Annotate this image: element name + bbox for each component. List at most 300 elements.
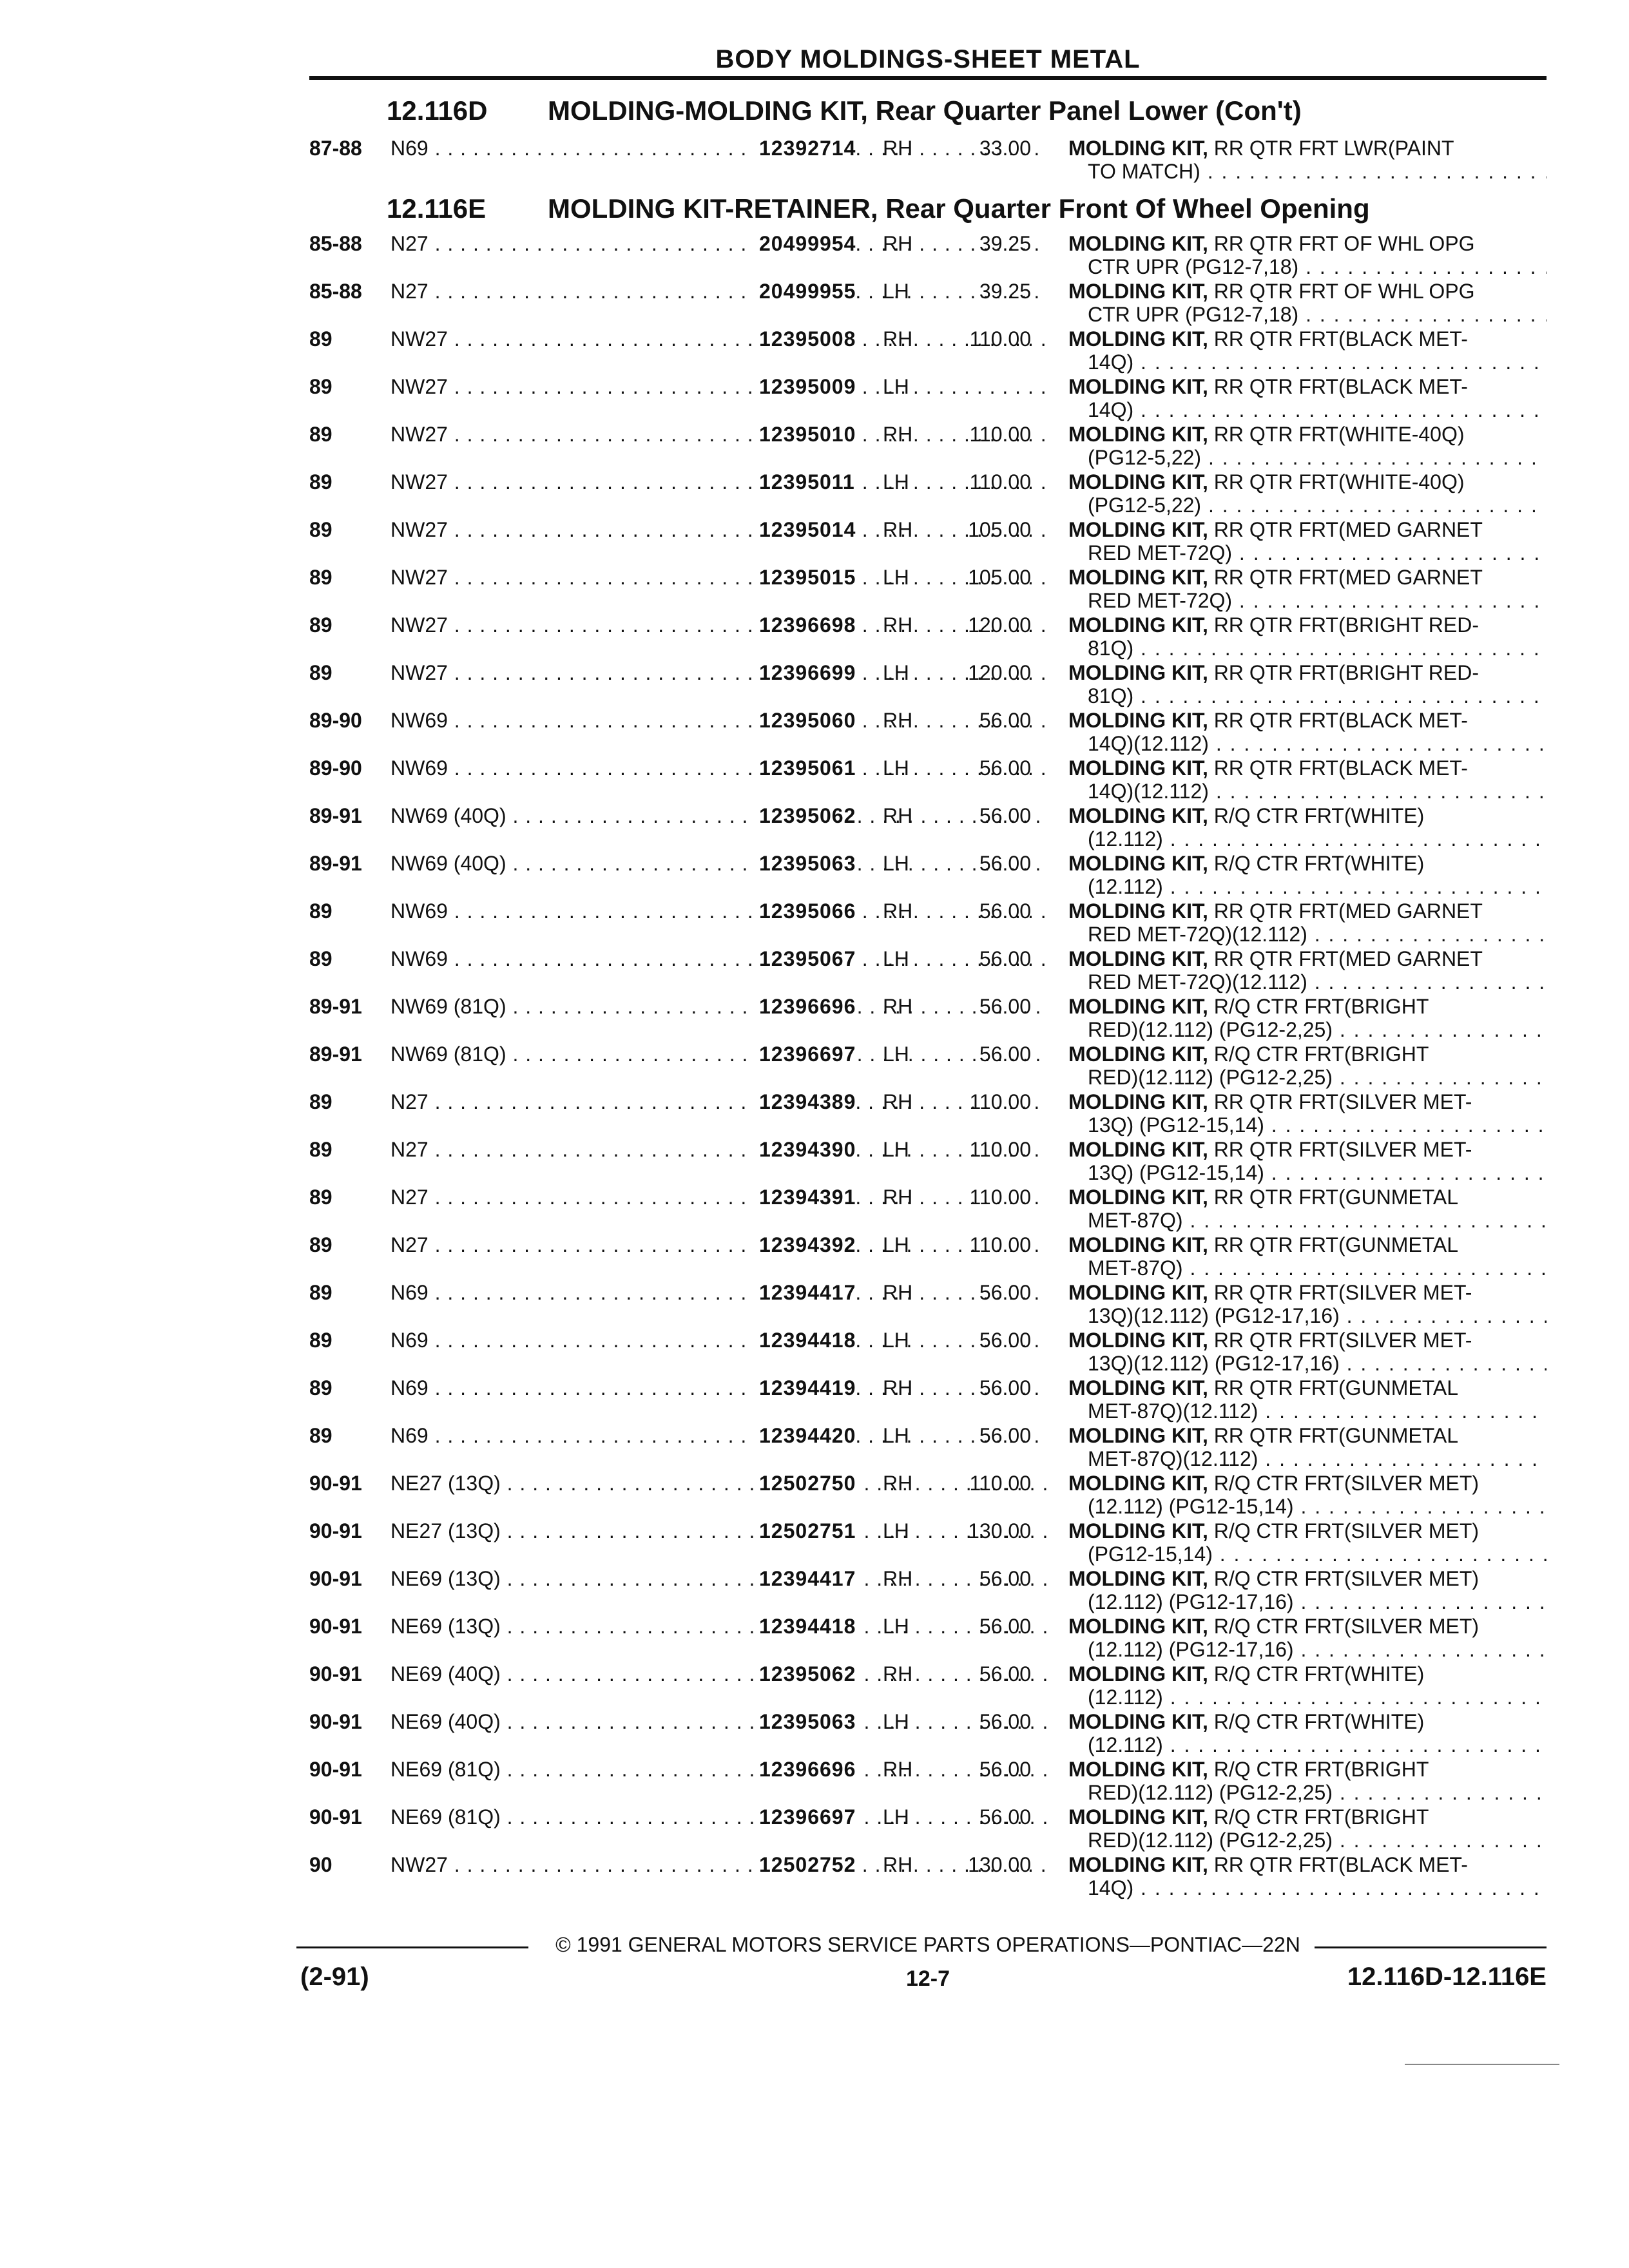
part-description	[1068, 470, 1547, 517]
part-row	[309, 1186, 1547, 1233]
model-code: NW27 . . .	[390, 661, 1048, 684]
description-line-1	[1068, 1472, 1547, 1495]
list-price: 110.00	[969, 1138, 1031, 1161]
section-title: MOLDING KIT-RETAINER, Rear Quarter Front Of Wheel Opening	[548, 193, 1370, 224]
description-line-2: 13Q) (PG12-15,14) . . .	[1068, 1113, 1547, 1137]
description-line-1	[1068, 947, 1547, 970]
side-indicator: LH	[883, 1138, 909, 1161]
model-years: 89	[309, 375, 333, 398]
part-description	[1068, 1043, 1547, 1089]
description-line-1	[1068, 804, 1547, 827]
description-line-1	[1068, 232, 1547, 255]
part-description	[1068, 1662, 1547, 1709]
part-number: 12392714	[755, 137, 856, 160]
side-indicator: RH	[883, 232, 913, 255]
description-keyword: MOLDING KIT,	[1068, 804, 1208, 827]
model-years: 90	[309, 1853, 333, 1876]
part-description	[1068, 1329, 1547, 1375]
part-row	[309, 709, 1547, 756]
part-description	[1068, 1090, 1547, 1137]
part-description	[1068, 947, 1547, 994]
part-description	[1068, 804, 1547, 850]
part-number: 12396696	[755, 1758, 856, 1781]
model-years: 89	[309, 566, 333, 589]
description-text: RR QTR FRT(BLACK MET-	[1208, 756, 1468, 780]
description-line-1	[1068, 1853, 1547, 1876]
part-row	[309, 1662, 1547, 1710]
part-row	[309, 1805, 1547, 1853]
part-description	[1068, 1424, 1547, 1470]
part-row	[309, 327, 1547, 375]
description-text: R/Q CTR FRT(WHITE)	[1208, 1710, 1425, 1733]
description-keyword: MOLDING KIT,	[1068, 709, 1208, 732]
model-code: N69 . . .	[390, 1424, 1048, 1447]
description-keyword: MOLDING KIT,	[1068, 1710, 1208, 1733]
side-indicator: LH	[883, 1233, 909, 1256]
description-line-2: (PG12-5,22) . . .	[1068, 446, 1547, 469]
description-text: RR QTR FRT(GUNMETAL	[1208, 1376, 1459, 1399]
description-text: RR QTR FRT(BRIGHT RED-	[1208, 613, 1480, 637]
part-number: 12395062	[755, 804, 856, 827]
part-description	[1068, 1376, 1547, 1423]
part-row	[309, 566, 1547, 613]
side-indicator: LH	[883, 947, 909, 970]
model-years: 85-88	[309, 232, 362, 255]
part-number: 20499955	[755, 280, 856, 303]
model-code: N27 . . .	[390, 1138, 1048, 1161]
description-keyword: MOLDING KIT,	[1068, 1567, 1208, 1590]
list-price: 39.25	[979, 280, 1031, 303]
model-code: N27 . . .	[390, 1233, 1048, 1256]
part-description	[1068, 375, 1547, 421]
description-text: RR QTR FRT(SILVER MET-	[1208, 1281, 1472, 1304]
model-years: 90-91	[309, 1472, 362, 1495]
footer-divider-left	[296, 1946, 528, 1948]
side-indicator: LH	[883, 1615, 909, 1638]
part-row	[309, 1329, 1547, 1376]
model-code: NE69 (13Q) . . .	[390, 1567, 1048, 1590]
part-number: 12502750	[755, 1472, 856, 1495]
part-number: 12395063	[755, 852, 856, 875]
side-indicator: RH	[883, 1567, 913, 1590]
description-line-1	[1068, 1329, 1547, 1352]
description-line-1	[1068, 1662, 1547, 1686]
description-line-1	[1068, 995, 1547, 1018]
model-years: 90-91	[309, 1710, 362, 1733]
description-keyword: MOLDING KIT,	[1068, 852, 1208, 875]
side-indicator: RH	[883, 327, 913, 351]
list-price: 56.00	[979, 1424, 1031, 1447]
model-code: NW69 (81Q) . . .	[390, 1043, 1048, 1066]
description-line-2: RED MET-72Q) . . .	[1068, 541, 1547, 564]
description-line-1	[1068, 852, 1547, 875]
description-keyword: MOLDING KIT,	[1068, 1186, 1208, 1209]
part-description	[1068, 852, 1547, 898]
part-number: 12396698	[755, 613, 856, 637]
side-indicator: RH	[883, 1281, 913, 1304]
side-indicator: RH	[883, 137, 913, 160]
description-line-1	[1068, 470, 1547, 494]
model-years: 89	[309, 1233, 333, 1256]
side-indicator: LH	[883, 1710, 909, 1733]
description-keyword: MOLDING KIT,	[1068, 899, 1208, 923]
part-row	[309, 232, 1547, 280]
description-line-1	[1068, 1519, 1547, 1542]
part-number: 12395063	[755, 1710, 856, 1733]
list-price: 56.00	[979, 1710, 1031, 1733]
description-line-1	[1068, 1233, 1547, 1256]
header-divider	[309, 76, 1547, 80]
model-years: 89-91	[309, 995, 362, 1018]
section-title: MOLDING-MOLDING KIT, Rear Quarter Panel Lower (Con't)	[548, 95, 1302, 126]
part-number: 12394417	[755, 1281, 856, 1304]
part-description	[1068, 1567, 1547, 1613]
description-keyword: MOLDING KIT,	[1068, 280, 1208, 303]
model-years: 90-91	[309, 1662, 362, 1686]
part-row	[309, 1615, 1547, 1662]
side-indicator: RH	[883, 1472, 913, 1495]
description-text: RR QTR FRT(MED GARNET	[1208, 947, 1483, 970]
description-line-2: RED)(12.112) (PG12-2,25) . . .	[1068, 1781, 1547, 1804]
model-years: 89-91	[309, 852, 362, 875]
description-line-2: MET-87Q)(12.112) . . .	[1068, 1399, 1547, 1423]
list-price: 56.00	[979, 1758, 1031, 1781]
description-keyword: MOLDING KIT,	[1068, 661, 1208, 684]
list-price: 120.00	[968, 661, 1031, 684]
part-description	[1068, 1615, 1547, 1661]
model-years: 90-91	[309, 1519, 362, 1542]
model-code: NW27 . . .	[390, 566, 1048, 589]
description-line-1	[1068, 899, 1547, 923]
footer-revision-date: (2-91)	[300, 1963, 369, 1991]
model-code: NW27 . . .	[390, 1853, 1048, 1876]
description-line-2: RED)(12.112) (PG12-2,25) . . .	[1068, 1066, 1547, 1089]
description-keyword: MOLDING KIT,	[1068, 1138, 1208, 1161]
list-price: 130.00	[968, 1853, 1031, 1876]
description-line-2: RED MET-72Q) . . .	[1068, 589, 1547, 612]
description-line-2: 14Q) . . .	[1068, 1876, 1547, 1899]
model-code: N27 . . .	[390, 1186, 1048, 1209]
section-code: 12.116E	[387, 193, 487, 224]
part-number: 12394419	[755, 1376, 856, 1399]
side-indicator: LH	[883, 1043, 909, 1066]
description-keyword: MOLDING KIT,	[1068, 1758, 1208, 1781]
part-row	[309, 1043, 1547, 1090]
part-row	[309, 1519, 1547, 1567]
section-heading	[387, 193, 1547, 226]
list-price: 105.00	[968, 518, 1031, 541]
description-text: R/Q CTR FRT(SILVER MET)	[1208, 1615, 1480, 1638]
description-keyword: MOLDING KIT,	[1068, 613, 1208, 637]
description-keyword: MOLDING KIT,	[1068, 1043, 1208, 1066]
list-price: 56.00	[979, 1329, 1031, 1352]
description-keyword: MOLDING KIT,	[1068, 1805, 1208, 1829]
part-description	[1068, 1281, 1547, 1327]
part-number: 12394417	[755, 1567, 856, 1590]
description-line-2: 81Q) . . .	[1068, 637, 1547, 660]
side-indicator: RH	[883, 995, 913, 1018]
description-keyword: MOLDING KIT,	[1068, 1281, 1208, 1304]
part-row	[309, 613, 1547, 661]
part-number: 12396697	[755, 1805, 856, 1829]
part-row	[309, 518, 1547, 566]
part-description	[1068, 232, 1547, 278]
model-years: 89	[309, 470, 333, 494]
description-line-1	[1068, 1424, 1547, 1447]
model-years: 89-91	[309, 1043, 362, 1066]
description-keyword: MOLDING KIT,	[1068, 1090, 1208, 1113]
part-number: 12395060	[755, 709, 856, 732]
list-price: 110.00	[969, 470, 1031, 494]
footer-page-number: 12-7	[905, 1966, 950, 1991]
description-text: RR QTR FRT LWR(PAINT	[1208, 137, 1454, 160]
model-code: NW69 . . .	[390, 947, 1048, 970]
side-indicator: LH	[883, 756, 909, 780]
scan-artifact-line	[1405, 2064, 1559, 2065]
description-line-1	[1068, 518, 1547, 541]
part-number: 12396697	[755, 1043, 856, 1066]
model-years: 89	[309, 947, 333, 970]
model-code: N69 . . .	[390, 137, 1048, 160]
part-row	[309, 899, 1547, 947]
description-keyword: MOLDING KIT,	[1068, 1329, 1208, 1352]
description-text: R/Q CTR FRT(BRIGHT	[1208, 1805, 1429, 1829]
side-indicator: LH	[883, 852, 909, 875]
description-line-1	[1068, 1186, 1547, 1209]
description-text: RR QTR FRT(BLACK MET-	[1208, 709, 1468, 732]
side-indicator: RH	[883, 1376, 913, 1399]
part-row	[309, 804, 1547, 852]
list-price: 56.00	[979, 995, 1031, 1018]
model-code: NW27 . . .	[390, 375, 1048, 398]
part-row	[309, 947, 1547, 995]
list-price: 56.00	[979, 852, 1031, 875]
description-line-2: (12.112) . . .	[1068, 827, 1547, 850]
part-description	[1068, 280, 1547, 326]
description-line-2: RED MET-72Q)(12.112) . . .	[1068, 970, 1547, 994]
model-years: 89	[309, 1376, 333, 1399]
part-number: 12394391	[755, 1186, 856, 1209]
part-description	[1068, 756, 1547, 803]
description-line-2: (12.112) (PG12-17,16) . . .	[1068, 1590, 1547, 1613]
description-line-1	[1068, 375, 1547, 398]
model-years: 90-91	[309, 1758, 362, 1781]
part-number: 12395009	[755, 375, 856, 398]
list-price: 130.00	[968, 1519, 1031, 1542]
description-text: RR QTR FRT(WHITE-40Q)	[1208, 423, 1465, 446]
description-text: RR QTR FRT(BLACK MET-	[1208, 1853, 1468, 1876]
part-description	[1068, 1805, 1547, 1852]
description-text: RR QTR FRT(SILVER MET-	[1208, 1090, 1472, 1113]
model-years: 89	[309, 613, 333, 637]
part-number: 12502751	[755, 1519, 856, 1542]
description-line-2: CTR UPR (PG12-7,18) . . .	[1068, 255, 1547, 278]
description-text: RR QTR FRT OF WHL OPG	[1208, 232, 1475, 255]
description-keyword: MOLDING KIT,	[1068, 1376, 1208, 1399]
description-line-2: CTR UPR (PG12-7,18) . . .	[1068, 303, 1547, 326]
part-number: 12395066	[755, 899, 856, 923]
description-text: RR QTR FRT(SILVER MET-	[1208, 1329, 1472, 1352]
model-code: NW69 . . .	[390, 709, 1048, 732]
description-line-2: 13Q)(12.112) (PG12-17,16) . . .	[1068, 1304, 1547, 1327]
part-description	[1068, 1233, 1547, 1280]
description-line-1	[1068, 756, 1547, 780]
description-text: RR QTR FRT(MED GARNET	[1208, 899, 1483, 923]
list-price: 56.00	[979, 1805, 1031, 1829]
part-description	[1068, 1710, 1547, 1756]
description-text: R/Q CTR FRT(WHITE)	[1208, 852, 1425, 875]
list-price: 33.00	[979, 137, 1031, 160]
description-text: R/Q CTR FRT(BRIGHT	[1208, 1043, 1429, 1066]
part-number: 12395062	[755, 1662, 856, 1686]
description-keyword: MOLDING KIT,	[1068, 1233, 1208, 1256]
part-description	[1068, 661, 1547, 707]
description-line-2: MET-87Q) . . .	[1068, 1256, 1547, 1280]
description-keyword: MOLDING KIT,	[1068, 518, 1208, 541]
part-number: 12394418	[755, 1329, 856, 1352]
part-description	[1068, 137, 1547, 183]
description-text: RR QTR FRT(GUNMETAL	[1208, 1424, 1459, 1447]
part-number: 20499954	[755, 232, 856, 255]
description-text: R/Q CTR FRT(SILVER MET)	[1208, 1567, 1480, 1590]
side-indicator: RH	[883, 709, 913, 732]
model-code: N27 . . .	[390, 280, 1048, 303]
part-description	[1068, 899, 1547, 946]
part-number: 12395014	[755, 518, 856, 541]
description-line-2: 13Q)(12.112) (PG12-17,16) . . .	[1068, 1352, 1547, 1375]
model-years: 89	[309, 423, 333, 446]
part-row	[309, 423, 1547, 470]
part-row	[309, 756, 1547, 804]
description-line-1	[1068, 1758, 1547, 1781]
description-line-2: (12.112) (PG12-15,14) . . .	[1068, 1495, 1547, 1518]
description-text: R/Q CTR FRT(BRIGHT	[1208, 1758, 1429, 1781]
side-indicator: LH	[883, 661, 909, 684]
description-line-2: TO MATCH) . . .	[1068, 160, 1547, 183]
model-years: 89	[309, 1186, 333, 1209]
model-code: NW27 . . .	[390, 518, 1048, 541]
part-row	[309, 470, 1547, 518]
model-code: NE69 (40Q) . . .	[390, 1710, 1048, 1733]
description-text: RR QTR FRT OF WHL OPG	[1208, 280, 1475, 303]
footer-copyright: © 1991 GENERAL MOTORS SERVICE PARTS OPERATIONS—PONTIAC—22N	[555, 1933, 1300, 1956]
model-code: NW27 . . .	[390, 613, 1048, 637]
part-description	[1068, 1472, 1547, 1518]
description-text: R/Q CTR FRT(WHITE)	[1208, 804, 1425, 827]
part-number: 12395067	[755, 947, 856, 970]
description-line-2: 14Q) . . .	[1068, 398, 1547, 421]
model-code: NW27 . . .	[390, 470, 1048, 494]
description-line-1	[1068, 1138, 1547, 1161]
description-line-2: 81Q) . . .	[1068, 684, 1547, 707]
part-row	[309, 280, 1547, 327]
model-years: 89	[309, 518, 333, 541]
side-indicator: LH	[883, 1329, 909, 1352]
description-line-2: (PG12-5,22) . . .	[1068, 494, 1547, 517]
description-keyword: MOLDING KIT,	[1068, 995, 1208, 1018]
section-code: 12.116D	[387, 95, 488, 126]
description-line-1	[1068, 1376, 1547, 1399]
description-line-1	[1068, 1615, 1547, 1638]
part-row	[309, 1424, 1547, 1472]
part-description	[1068, 518, 1547, 564]
model-code: N27 . . .	[390, 232, 1048, 255]
part-number: 12394389	[755, 1090, 856, 1113]
footer-section-range: 12.116D-12.116E	[1347, 1963, 1547, 1991]
description-text: RR QTR FRT(MED GARNET	[1208, 566, 1483, 589]
part-number: 12394418	[755, 1615, 856, 1638]
model-code: NW27 . . .	[390, 423, 1048, 446]
description-text: RR QTR FRT(BRIGHT RED-	[1208, 661, 1480, 684]
model-code: N69 . . .	[390, 1376, 1048, 1399]
description-line-1	[1068, 661, 1547, 684]
model-years: 85-88	[309, 280, 362, 303]
description-line-2: MET-87Q) . . .	[1068, 1209, 1547, 1232]
part-row	[309, 137, 1547, 184]
description-line-2: 14Q)(12.112) . . .	[1068, 732, 1547, 755]
list-price: 56.00	[979, 1662, 1031, 1686]
model-years: 89	[309, 1329, 333, 1352]
description-line-1	[1068, 1043, 1547, 1066]
list-price: 120.00	[968, 613, 1031, 637]
model-years: 89-91	[309, 804, 362, 827]
description-line-2: 13Q) (PG12-15,14) . . .	[1068, 1161, 1547, 1184]
description-line-1	[1068, 1281, 1547, 1304]
part-row	[309, 661, 1547, 709]
description-keyword: MOLDING KIT,	[1068, 1853, 1208, 1876]
model-code: N69 . . .	[390, 1329, 1048, 1352]
model-years: 89-90	[309, 709, 362, 732]
model-years: 89	[309, 661, 333, 684]
description-line-1	[1068, 1710, 1547, 1733]
description-line-2: (12.112) . . .	[1068, 1733, 1547, 1756]
side-indicator: RH	[883, 1090, 913, 1113]
side-indicator: RH	[883, 1853, 913, 1876]
part-description	[1068, 1758, 1547, 1804]
description-line-2: MET-87Q)(12.112) . . .	[1068, 1447, 1547, 1470]
side-indicator: LH	[883, 1424, 909, 1447]
side-indicator: RH	[883, 804, 913, 827]
description-text: R/Q CTR FRT(SILVER MET)	[1208, 1472, 1480, 1495]
list-price: 110.00	[969, 1233, 1031, 1256]
model-code: NE69 (40Q) . . .	[390, 1662, 1048, 1686]
page-header-title: BODY MOLDINGS-SHEET METAL	[715, 45, 1141, 73]
description-line-1	[1068, 327, 1547, 351]
model-code: NE27 (13Q) . . .	[390, 1472, 1048, 1495]
model-code: NE69 (81Q) . . .	[390, 1758, 1048, 1781]
part-number: 12395011	[755, 470, 855, 494]
description-line-1	[1068, 1567, 1547, 1590]
description-keyword: MOLDING KIT,	[1068, 470, 1208, 494]
part-row	[309, 375, 1547, 423]
side-indicator: LH	[883, 1519, 909, 1542]
part-row	[309, 1710, 1547, 1758]
model-years: 89	[309, 1281, 333, 1304]
model-years: 87-88	[309, 137, 362, 160]
description-line-2: RED)(12.112) (PG12-2,25) . . .	[1068, 1018, 1547, 1041]
model-code: N27 . . .	[390, 1090, 1048, 1113]
side-indicator: RH	[883, 423, 913, 446]
part-row	[309, 852, 1547, 899]
description-line-1	[1068, 1090, 1547, 1113]
model-code: NW69 . . .	[390, 899, 1048, 923]
side-indicator: LH	[883, 470, 909, 494]
list-price: 56.00	[979, 1567, 1031, 1590]
description-text: R/Q CTR FRT(WHITE)	[1208, 1662, 1425, 1686]
side-indicator: RH	[883, 1662, 913, 1686]
model-code: NW69 (40Q) . . .	[390, 852, 1048, 875]
description-keyword: MOLDING KIT,	[1068, 947, 1208, 970]
